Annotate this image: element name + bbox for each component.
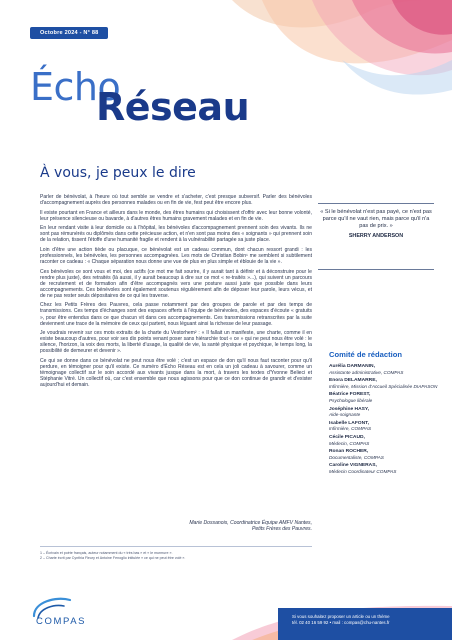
- member-name: Aurélia DARMANIN,: [329, 364, 375, 369]
- footnotes: [40, 546, 312, 561]
- member-role: Infirmière, Mission d'Accueil Spécialisée DIAPASON: [329, 383, 438, 389]
- contact-line: Si vous souhaitez proposer un article ou un thème: [292, 614, 390, 619]
- article-headline: À vous, je peux le dire: [40, 165, 196, 181]
- footnote: 2 – Charte écrit par Cynthia Fleury et Antoine Fenoglio intitulée « ce qui ne peut être volé ».: [40, 556, 186, 560]
- logo-text: COMPAS: [36, 616, 87, 627]
- member-role: Aide-soignante: [329, 412, 361, 418]
- title-reseau: Réseau: [96, 85, 250, 129]
- member-role: Infirmière, COMPAS: [329, 426, 372, 432]
- member-name: Caroline VIGNERAS,: [329, 463, 377, 469]
- committee-member: [329, 421, 439, 432]
- member-role: Assistante administrative, COMPAS: [329, 369, 404, 375]
- member-role: Documentaliste, COMPAS: [329, 454, 384, 460]
- member-name: Enora DELAMARRE,: [329, 378, 377, 384]
- paragraph: Il existe pourtant en France et ailleurs dans le monde, des êtres humains qui choisissent d'offrir avec leur bonne volonté, leur présence silencieuse ou bavarde, à d'autres êtres humains gravement malades et en fin de vie.: [40, 209, 312, 222]
- paragraph: Loin d'être une action tiède ou placuque, ce bénévolat est un cadeau commun, dont chacun ressort grandi : les professionnels, les bénévoles, les personnes accompagnées. Les mots de Christian Bobin¹ me semblent si subtilement raconter ce cadeau : « Chaque séparation nous donne une vue de plus en plus simple et éblouie de la vie ».: [40, 246, 312, 266]
- paragraph: Parler de bénévolat, à l'heure où tout semble se vendre et s'acheter, c'est presque subversif. Parler des bénévoles d'accompagnement auprès des personnes malades ou en fin de vie, fest peut être encore plus.: [40, 194, 312, 207]
- member-name: Isabelle LAFONT,: [329, 420, 369, 426]
- committee-member: [329, 364, 439, 375]
- article-body: [40, 194, 312, 392]
- committee-member: [329, 392, 439, 403]
- committee-member: [329, 378, 439, 389]
- member-name: Ronan ROCHER,: [329, 449, 369, 455]
- editorial-committee: [329, 350, 439, 478]
- footnote: 1 – Écrivain et poète français, auteur notamment du « très bas » et « le murmure ».: [40, 551, 173, 555]
- paragraph: Chez les Petits Frères des Pauvres, cela passe notamment par des groupes de parole et par des temps de transmissions. Ces temps d'échanges sont des espaces offerts à l'équipe de bénévoles, des espaces d'écoute « gratuits », pour être entendus dans ce que chacun vit dans ces accompagnements. Ces transmissions retranscrites par la suite deviennent une trace de la mémoire de ceux qui partent, nous léguant ainsi la richesse de leur passage.: [40, 302, 312, 327]
- member-role: Médecin, COMPAS: [329, 440, 370, 446]
- issue-badge: Octobre 2024 - N° 88: [30, 27, 108, 39]
- member-role: Psychologue libérale: [329, 397, 373, 403]
- signature-line: Petits Frères des Pauvres.: [251, 526, 312, 533]
- quote-author: SHERRY ANDERSON: [348, 232, 404, 239]
- member-role: Médecin Coordinateur COMPAS: [329, 468, 397, 474]
- paragraph: Je voudrais revenir sur ces mots extraits de la charte du Vestorhem² : « Il fallait un manifeste, une charte, comme il en existe beaucoup d'autres, pour voir ses dix points venant poser sans hiérarchie tout « ce » qui ne peut nous être volé : le silence, l'horizon, la voix des morts, la liberté d'usage, la qualité de vie, la santé physique et psychique, le temps long, la possibilité de demeurer et devenir ».: [40, 330, 312, 355]
- signature-line: Marie Dossanois, Coordinatrice Équipe AMFV Nantes,: [189, 520, 312, 526]
- committee-member: [329, 463, 439, 474]
- footer-contact: [292, 614, 442, 625]
- committee-member: [329, 435, 439, 446]
- member-name: Béatrice FOREST,: [329, 392, 371, 398]
- member-name: Cécile PICAUD,: [329, 434, 365, 440]
- committee-member: [329, 407, 439, 418]
- paragraph: Ces bénévoles ce sont vous et moi, des actifs (ce mot me fait sourire, il y aurait tant à définir et à déconstruire pour le rendre plus juste), des retraités (là aussi, il y aurait beaucoup à dire sur ce mot « re-traités »...), qui suivent un parcours de recrutement et de formation afin d'être accompagnés vers une posture aussi juste que possible dans leurs accompagnements. Ces bénévoles sont également soutenus régulièrement afin de déposer leur parole, leurs vécus, et de ne pas rester seuls dépositaires de ce qui les traverse.: [40, 268, 312, 299]
- paragraph: En leur rendant visite à leur domicile ou à l'hôpital, les bénévoles d'accompagnement prennent soin des vivants. Ils ne sont pas rémunérés ou diplômés dans cette précieuse action, et n'en sont pas moins des « soignants » qui prennent soin de la relation, tissent l'étoffe d'une humanité fragile et rendent à la vulnérabilité partagée sa juste place.: [40, 225, 312, 244]
- paragraph: Ce qui se donne dans ce bénévolat ne peut nous être volé ; c'est un espace de don qu'il nous faut raconter pour qu'il perdure, en témoigner pour qu'il existe. Ce numéro d'Écho Réseau est en cela un joli cadeau à savourer, comme un témoignage collectif sur le soin accordé aux vivants jusque dans la mort, à travers les textes d'Yvonne Belieci et Stéphanie Vitré. Un collectif où, car c'est ensemble que nous agissons pour que ce don continue de grandir et d'exister aujourd'hui et demain.: [40, 357, 312, 389]
- article-signature: [150, 520, 312, 533]
- contact-line: tél. 02 40 16 59 92 • mail : compas@chu-nantes.fr: [292, 619, 390, 625]
- title-echo: Écho: [30, 65, 121, 109]
- member-name: Joséphine HASY,: [329, 406, 369, 412]
- quote-text: « Si le bénévolat n'est pas payé, ce n'est pas parce qu'il ne vaut rien, mais parce qu'il n'a pas de prix. »: [320, 209, 432, 230]
- committee-title: Comité de rédaction: [329, 350, 402, 359]
- committee-member: [329, 449, 439, 460]
- pull-quote: [318, 203, 434, 270]
